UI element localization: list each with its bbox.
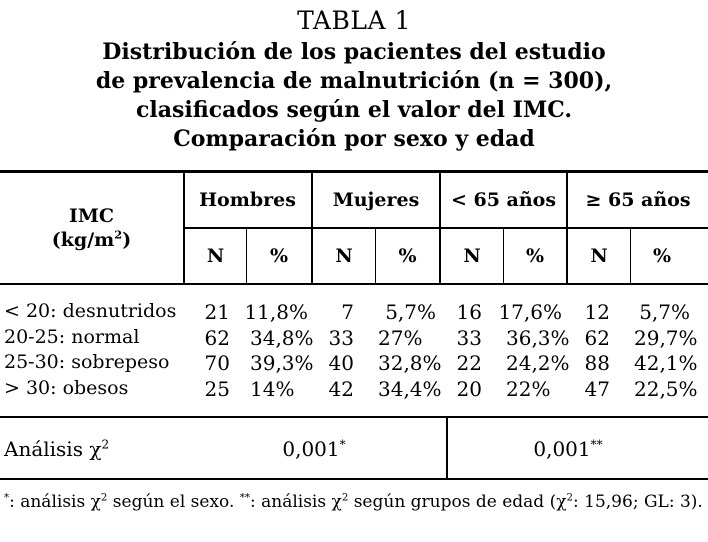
- caption-line-3: clasificados según el valor del IMC.: [135, 97, 573, 123]
- mujeres-pct: 27%: [378, 326, 423, 350]
- hombres-n: 70: [204, 351, 230, 375]
- menor65-n: 16: [456, 300, 482, 324]
- header-imc-line2: $(kg/m^2)$: [51, 227, 132, 251]
- header-mujeres: Mujeres: [332, 189, 420, 211]
- mayor65-n: 47: [584, 377, 610, 401]
- header-imc-line1: IMC: [68, 205, 115, 227]
- menor65-n: 33: [456, 326, 482, 350]
- menor65-pct: 22%: [506, 377, 551, 401]
- hombres-pct: 14%: [250, 377, 295, 401]
- row-label: 25-30: sobrepeso: [4, 351, 170, 373]
- header-hombres-pct: %: [269, 245, 289, 267]
- hombres-pct: 34,8%: [250, 326, 314, 350]
- rule-header-bottom: [0, 283, 708, 285]
- hombres-n: 21: [204, 300, 230, 324]
- menor65-n: 20: [456, 377, 482, 401]
- mujeres-n: 33: [328, 326, 354, 350]
- caption-line-2: de prevalencia de malnutrición (n = 300),: [95, 68, 613, 94]
- header-mayor-65: ≥ 65 años: [585, 189, 691, 211]
- rule-body-bottom: [0, 416, 708, 418]
- analysis-edad-value: 0,001**: [533, 437, 603, 461]
- mayor65-n: 62: [584, 326, 610, 350]
- row-label: 20-25: normal: [4, 326, 140, 348]
- mujeres-pct: 34,4%: [378, 377, 442, 401]
- hombres-n: 62: [204, 326, 230, 350]
- mayor65-pct: 22,5%: [634, 377, 698, 401]
- analysis-sexo-value: 0,001*: [282, 437, 346, 461]
- header-menor65-n: N: [463, 245, 481, 267]
- header-imc: [0, 173, 183, 283]
- header-hombres-n: N: [206, 245, 225, 267]
- mayor65-pct: 42,1%: [634, 351, 698, 375]
- mayor65-pct: 5,7%: [639, 300, 690, 324]
- table-label: TABLA 1: [297, 6, 411, 35]
- hombres-n: 25: [204, 377, 230, 401]
- mujeres-n: 42: [328, 377, 354, 401]
- caption-line-1: Distribución de los pacientes del estudio: [102, 39, 606, 65]
- menor65-n: 22: [456, 351, 482, 375]
- header-mujeres-n: N: [335, 245, 353, 267]
- header-mayor65-n: N: [590, 245, 608, 267]
- header-mayor65-pct: %: [652, 245, 672, 267]
- menor65-pct: 36,3%: [506, 326, 570, 350]
- mujeres-n: 40: [328, 351, 354, 375]
- rule-analysis-bottom: [0, 478, 708, 480]
- mujeres-pct: 5,7%: [385, 300, 436, 324]
- mujeres-n: 7: [341, 300, 354, 324]
- menor65-pct: 17,6%: [498, 300, 562, 324]
- row-label: < 20: desnutridos: [4, 300, 177, 322]
- mayor65-pct: 29,7%: [634, 326, 698, 350]
- hombres-pct: 39,3%: [250, 351, 314, 375]
- header-menor65-pct: %: [525, 245, 545, 267]
- row-label: > 30: obesos: [4, 377, 129, 399]
- table-footnote: *: análisis $\chi^2$ según el sexo. **: análisis $\chi^2$ según grupos de edad ($\chi^2$: 15,96; GL: 3).: [4, 492, 703, 512]
- menor65-pct: 24,2%: [506, 351, 570, 375]
- analysis-label: Análisis $\chi^2$: [4, 437, 110, 461]
- table-caption: [20, 38, 688, 154]
- mayor65-n: 88: [584, 351, 610, 375]
- mayor65-n: 12: [584, 300, 610, 324]
- hombres-pct: 11,8%: [244, 300, 308, 324]
- mujeres-pct: 32,8%: [378, 351, 442, 375]
- caption-line-4: Comparación por sexo y edad: [173, 126, 535, 152]
- header-mujeres-pct: %: [398, 245, 417, 267]
- header-menor-65: < 65 años: [450, 189, 557, 211]
- header-hombres: Hombres: [199, 189, 296, 211]
